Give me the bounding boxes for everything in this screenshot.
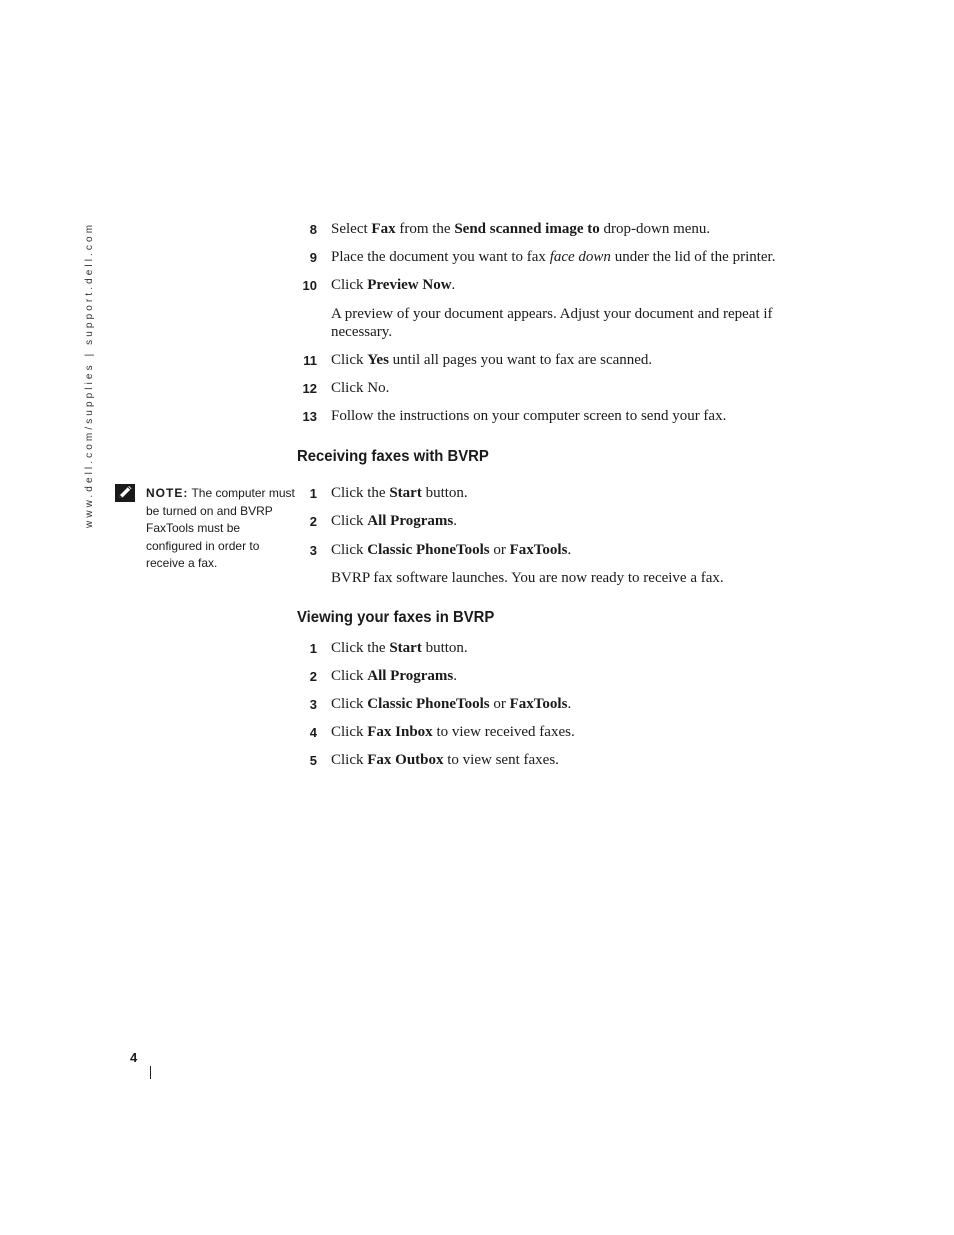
text-run: Click — [331, 277, 368, 293]
text-run: Click — [331, 724, 368, 740]
step-text — [331, 351, 652, 369]
text-run: Follow the instructions on your computer screen to send your fax. — [331, 408, 727, 424]
text-run: Click — [331, 542, 368, 558]
step-text — [331, 723, 575, 741]
page-number: 4 — [130, 1050, 138, 1065]
section-heading-viewing: Viewing your faxes in BVRP — [297, 609, 495, 626]
ui-term: Classic PhoneTools — [367, 542, 490, 558]
text-run: from the — [395, 221, 455, 237]
ui-term: FaxTools — [509, 542, 568, 558]
step-text — [331, 248, 775, 266]
text-run: . — [453, 513, 457, 529]
text-run: drop-down menu. — [599, 221, 711, 237]
ui-term: Fax — [371, 221, 396, 237]
text-run: until all pages you want to fax are scanned. — [388, 352, 653, 368]
text-run: Click — [331, 352, 368, 368]
text-run: Click the — [331, 485, 390, 501]
step-text — [331, 667, 457, 685]
ui-term: Fax Outbox — [367, 752, 444, 768]
ui-term: All Programs — [367, 513, 454, 529]
footer-divider — [150, 1066, 151, 1079]
step-number: 1 — [309, 641, 317, 656]
text-run: . — [567, 542, 572, 558]
ui-term: Classic PhoneTools — [367, 696, 490, 712]
step-text — [331, 751, 559, 769]
ui-term: All Programs — [367, 668, 454, 684]
step-number: 1 — [309, 486, 317, 501]
text-run: to view sent faxes. — [443, 752, 559, 768]
text-run: under the lid of the printer. — [610, 249, 776, 265]
text-run: button. — [421, 640, 468, 656]
text-run: Click the — [331, 640, 390, 656]
note-block — [146, 485, 296, 573]
ui-term: Yes — [367, 352, 389, 368]
step-number: 8 — [309, 222, 317, 237]
step-text — [331, 695, 571, 713]
step-number: 2 — [309, 514, 317, 529]
step-number: 3 — [309, 697, 317, 712]
step-number: 5 — [309, 753, 317, 768]
text-run: Click — [331, 696, 368, 712]
text-run: Click — [331, 668, 368, 684]
ui-term: Fax Inbox — [367, 724, 433, 740]
ui-term: FaxTools — [509, 696, 568, 712]
text-run: or — [489, 696, 510, 712]
text-run: to view received faxes. — [432, 724, 575, 740]
text-run: Click — [331, 513, 368, 529]
step-text — [331, 220, 710, 238]
step-text — [331, 541, 571, 559]
step-number: 3 — [309, 543, 317, 558]
step-number: 2 — [309, 669, 317, 684]
step-number: 12 — [302, 381, 317, 396]
text-run: . — [567, 696, 572, 712]
ui-term: Start — [389, 485, 422, 501]
step-text — [331, 512, 457, 530]
step-number: 11 — [303, 353, 317, 368]
preview-paragraph: A preview of your document appears. Adjust your document and repeat if necessary. — [331, 306, 773, 340]
step-text — [331, 276, 455, 294]
side-url: www.dell.com/supplies | support.dell.com — [84, 221, 95, 528]
emphasis: face down — [549, 249, 611, 265]
step-number: 4 — [309, 725, 317, 740]
step-number: 10 — [302, 278, 317, 293]
text-run: . — [451, 277, 456, 293]
ui-term: Preview Now — [367, 277, 452, 293]
note-text: The computer must be turned on and BVRP FaxTools must be configured in order to receive a fax. — [146, 486, 295, 570]
receiving-after-paragraph: BVRP fax software launches. You are now ready to receive a fax. — [331, 570, 724, 586]
text-run: Click No. — [331, 380, 390, 396]
text-run: or — [489, 542, 510, 558]
step-text — [331, 407, 726, 425]
step-number: 13 — [302, 409, 317, 424]
step-text — [331, 639, 468, 657]
step-number: 9 — [309, 250, 317, 265]
section-heading-receiving: Receiving faxes with BVRP — [297, 448, 489, 465]
text-run: Click — [331, 752, 368, 768]
note-label: NOTE: — [146, 486, 189, 500]
text-run: Select — [331, 221, 372, 237]
pencil-note-icon — [114, 483, 136, 503]
text-run: . — [453, 668, 457, 684]
step-text — [331, 379, 389, 397]
step-text — [331, 484, 468, 502]
ui-term: Start — [389, 640, 422, 656]
ui-term: Send scanned image to — [454, 221, 600, 237]
text-run: button. — [421, 485, 468, 501]
text-run: Place the document you want to fax — [331, 249, 550, 265]
